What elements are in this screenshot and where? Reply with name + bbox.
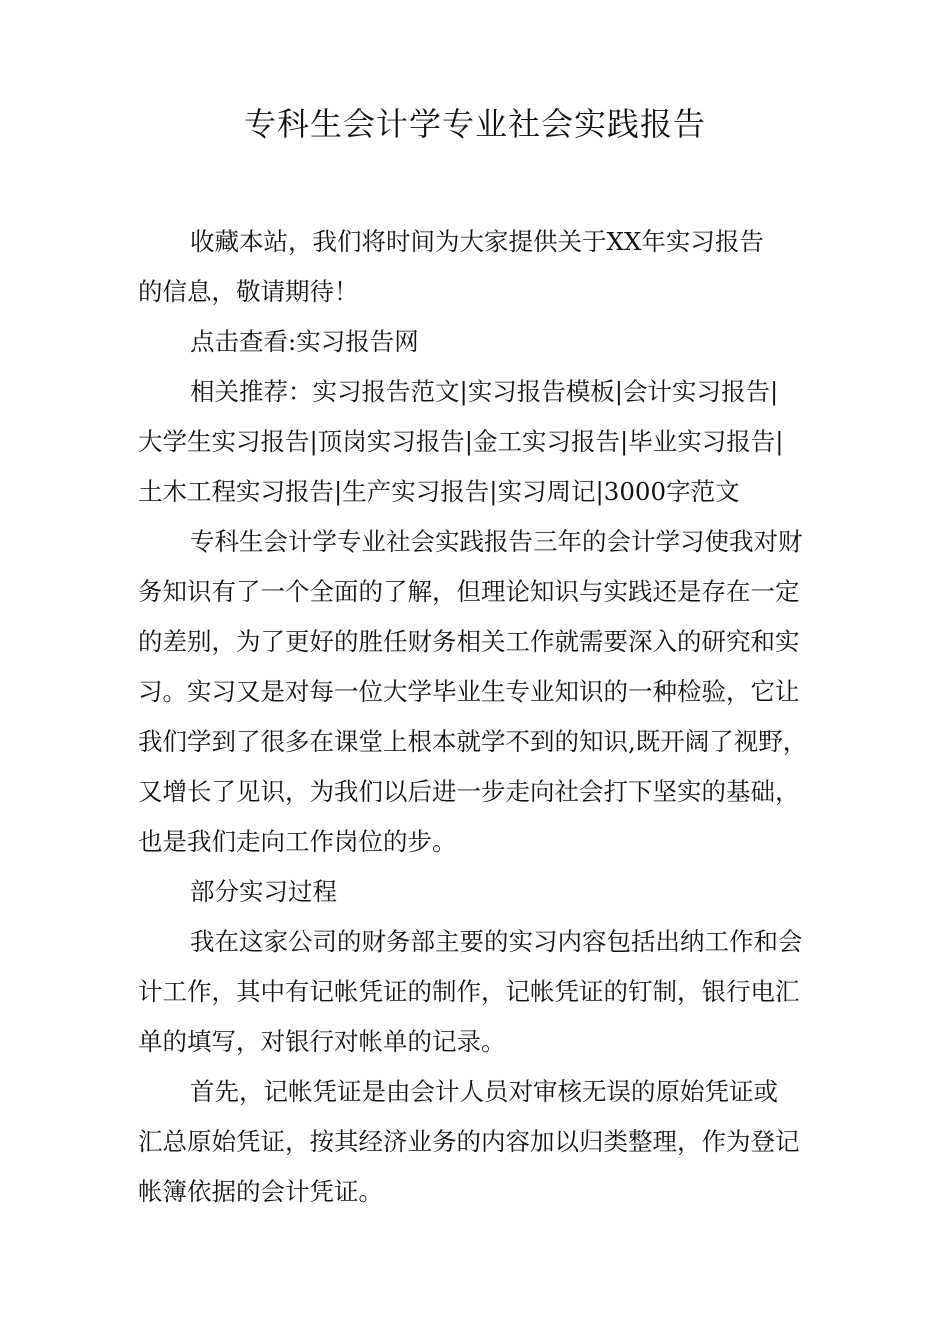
text-line: 又增长了见识，为我们以后进一步走向社会打下坚实的基础， <box>138 777 800 806</box>
text-line: 汇总原始凭证，按其经济业务的内容加以归类整理，作为登记 <box>138 1127 800 1156</box>
text-line: 的差别，为了更好的胜任财务相关工作就需要深入的研究和实 <box>138 627 800 656</box>
text-line: 我在这家公司的财务部主要的实习内容包括出纳工作和会 <box>190 927 803 956</box>
text-line: 务知识有了一个全面的了解，但理论知识与实践还是存在一定 <box>138 577 800 606</box>
text-line: 我们学到了很多在课堂上根本就学不到的知识,既开阔了视野， <box>138 727 808 756</box>
text-line: 也是我们走向工作岗位的步。 <box>138 827 457 856</box>
document-title: 专科生会计学专业社会实践报告 <box>243 105 706 143</box>
text-line: 专科生会计学专业社会实践报告三年的会计学习使我对财 <box>190 527 803 556</box>
text-line: 土木工程实习报告|生产实习报告|实习周记|3000字范文 <box>138 477 740 506</box>
text-line: 相关推荐：实习报告范文|实习报告模板|会计实习报告| <box>190 377 779 406</box>
text-line: 大学生实习报告|顶岗实习报告|金工实习报告|毕业实习报告| <box>138 427 784 456</box>
text-line: 点击查看:实习报告网 <box>190 327 419 356</box>
text-line: 的信息，敬请期待！ <box>138 277 359 306</box>
text-line: 单的填写，对银行对帐单的记录。 <box>138 1027 506 1056</box>
text-line: 首先，记帐凭证是由会计人员对审核无误的原始凭证或 <box>190 1077 778 1106</box>
text-line: 计工作，其中有记帐凭证的制作，记帐凭证的钉制，银行电汇 <box>138 977 800 1006</box>
text-line: 习。实习又是对每一位大学毕业生专业知识的一种检验，它让 <box>138 677 800 706</box>
text-line: 帐簿依据的会计凭证。 <box>138 1177 383 1206</box>
section-heading: 部分实习过程 <box>190 877 337 906</box>
text-line: 收藏本站，我们将时间为大家提供关于XX年实习报告 <box>190 227 764 256</box>
